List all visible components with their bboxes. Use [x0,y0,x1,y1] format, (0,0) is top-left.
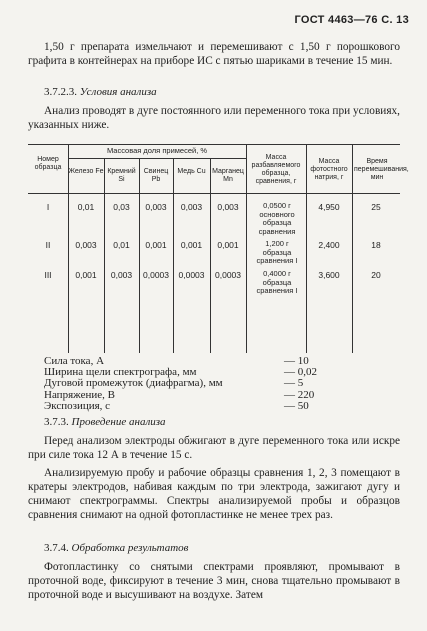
section-title: Условия анализа [79,86,157,98]
header-time: Время перемешивания, мин [354,158,409,181]
section-title: Обработка результатов [71,542,189,554]
paragraph-processing: Фотопластинку со снятыми спектрами проявляют, промывают в проточной воде, фиксируют в течение 3 мин, снова тщательно промывают в проточной воде и высушивают на воздухе. Затем [28,561,400,601]
param-label: Ширина щели спектрографа, мм [44,366,197,379]
row-1-cu: 0,003 [180,202,203,212]
row-2-si: 0,01 [113,240,130,250]
param-row [44,401,344,412]
row-2-time: 18 [371,240,381,250]
header-copper: Медь Cu [177,168,206,175]
param-value: — 5 [284,377,304,390]
param-value: — 10 [284,355,309,367]
header-mass-share: Массовая доля примесей, % [106,146,208,155]
analysis-parameters [44,356,344,412]
section-title: Проведение анализа [71,416,166,428]
section-number: 3.7.4. [44,542,69,554]
page-header: ГОСТ 4463—76 С. 13 [294,14,409,26]
row-1-mass-photo: 4,950 [318,202,340,212]
param-value: — 0,02 [284,366,317,379]
row-3-mass-diluted: 0,4000 г образца сравнения I [256,269,298,295]
row-3-time: 20 [371,270,381,280]
section-3-7-2-3-heading [44,86,157,98]
row-2-cu: 0,001 [180,240,203,250]
row-1-fe: 0,01 [77,202,95,212]
header-silicon: Кремний Si [107,168,136,183]
row-3-si: 0,003 [110,270,133,280]
param-label: Экспозиция, с [44,399,111,412]
param-label: Дуговой промежуток (диафрагма), мм [44,377,223,390]
paragraph-analysis-conditions: Анализ проводят в дуге постоянного или переменного тока при условиях, указанных ниже. [28,105,400,131]
header-manganese: Марганец Mn [212,168,244,183]
row-3-fe: 0,001 [75,270,97,280]
header-lead: Свинец Pb [143,168,169,183]
row-2-fe: 0,003 [75,240,97,250]
row-1-mass-diluted: 0,0500 г основного образца сравнения [258,201,296,236]
row-3-cu: 0,0003 [178,270,205,280]
section-3-7-4-heading [44,542,188,554]
paragraph-electrode-burn: Перед анализом электроды обжигают в дуге переменного тока или искре при силе тока 12 А в течение 15 с. [28,435,400,461]
row-3-mass-photo: 3,600 [318,270,340,280]
section-number: 3.7.2.3. [44,86,77,98]
param-label: Напряжение, В [44,388,115,401]
param-value: — 50 [284,399,309,412]
row-2-pb: 0,001 [145,240,167,250]
paragraph-sample-prep: 1,50 г препарата измельчают и перемешивают с 1,50 г порошкового графита в контейнерах на приборе ИС с пятью шариками в течение 15 мин. [28,41,400,67]
param-label: Сила тока, А [44,355,105,367]
row-3-mn: 0,0003 [215,270,241,280]
param-row [44,378,344,389]
section-3-7-3-heading [44,416,166,428]
row-3-number: III [44,270,52,280]
row-2-mass-photo: 2,400 [318,240,340,250]
row-1-pb: 0,003 [145,202,167,212]
section-number: 3.7.3. [44,416,69,428]
row-1-si: 0,03 [113,202,130,212]
param-value: — 220 [284,388,315,401]
paragraph-spectra: Анализируемую пробу и рабочие образцы сравнения 1, 2, 3 помещают в кратеры электродов, набивая каждым по три электрода, зажигают дугу и снимают спектрограммы. Спектры анализируемой пробы и образцов сравнения снимают на одной фотопластинке не менее трех раз. [28,467,400,521]
row-1-mn: 0,003 [217,202,239,212]
row-2-mass-diluted: 1,200 г образца сравнения I [256,239,298,265]
row-2-number: II [45,240,51,250]
row-1-time: 25 [371,202,381,212]
header-mass-photo: Масса фотостного натрия, г [310,158,348,181]
header-mass-diluted: Масса разбавляемого образца, сравнения, г [251,154,301,185]
impurity-table [28,144,409,353]
header-iron: Железо Fe [68,168,104,175]
row-3-pb: 0,0003 [143,270,169,280]
header-sample-number: Номер образца [34,156,62,171]
row-2-mn: 0,001 [217,240,239,250]
row-1-number: I [46,202,50,212]
